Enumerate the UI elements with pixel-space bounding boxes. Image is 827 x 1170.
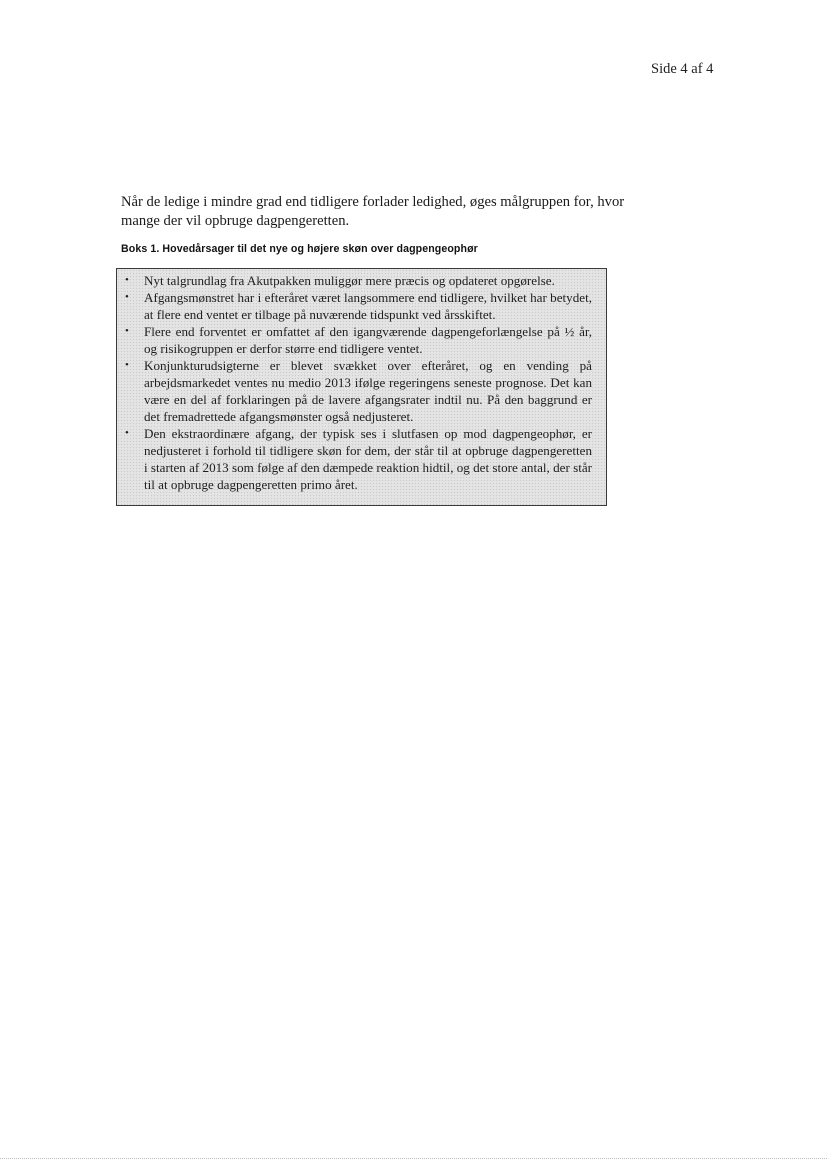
list-item-text: Den ekstraordinære afgang, der typisk ses i slutfasen op mod dagpengeophør, er nedjusteret i forhold til tidligere skøn for dem, der står til at opbruge dagpengeretten i starten af 2013 som følge af den dæmpede reaktion hidtil, og det store antal, der står til at opbruge dagpengeretten primo året. — [144, 426, 592, 492]
list-item — [125, 425, 592, 493]
list-item-text: Flere end forventet er omfattet af den igangværende dagpengeforlængelse på ½ år, og risikogruppen er derfor større end tidligere ventet. — [144, 324, 592, 356]
box-title: Boks 1. Hovedårsager til det nye og højere skøn over dagpengeophør — [121, 243, 478, 255]
list-item-text: Nyt talgrundlag fra Akutpakken muliggør mere præcis og opdateret opgørelse. — [144, 273, 555, 288]
footer-rule — [0, 1158, 827, 1159]
bullet-icon: • — [125, 359, 129, 371]
intro-paragraph: Når de ledige i mindre grad end tidligere forlader ledighed, øges målgruppen for, hvor mange der vil opbruge dagpengeretten. — [121, 194, 625, 229]
bullet-icon: • — [125, 427, 129, 439]
bullet-icon: • — [125, 291, 129, 303]
reasons-list — [125, 272, 592, 493]
info-box — [116, 268, 607, 506]
list-item — [125, 357, 592, 425]
list-item — [125, 272, 592, 289]
bullet-icon: • — [125, 274, 129, 286]
list-item — [125, 323, 592, 357]
bullet-icon: • — [125, 325, 129, 337]
list-item-text: Konjunkturudsigterne er blevet svækket over efteråret, og en vending på arbejdsmarkedet ventes nu medio 2013 ifølge regeringens seneste prognose. Det kan være en del af forklaringen på de lavere afgangsrater indtil nu. På den baggrund er det fremadrettede afgangsmønster også nedjusteret. — [144, 358, 592, 424]
page-number: Side 4 af 4 — [651, 61, 714, 77]
list-item-text: Afgangsmønstret har i efteråret været langsommere end tidligere, hvilket har betydet, at flere end ventet er tilbage på nuværende tidspunkt ved årsskiftet. — [144, 290, 592, 322]
list-item — [125, 289, 592, 323]
